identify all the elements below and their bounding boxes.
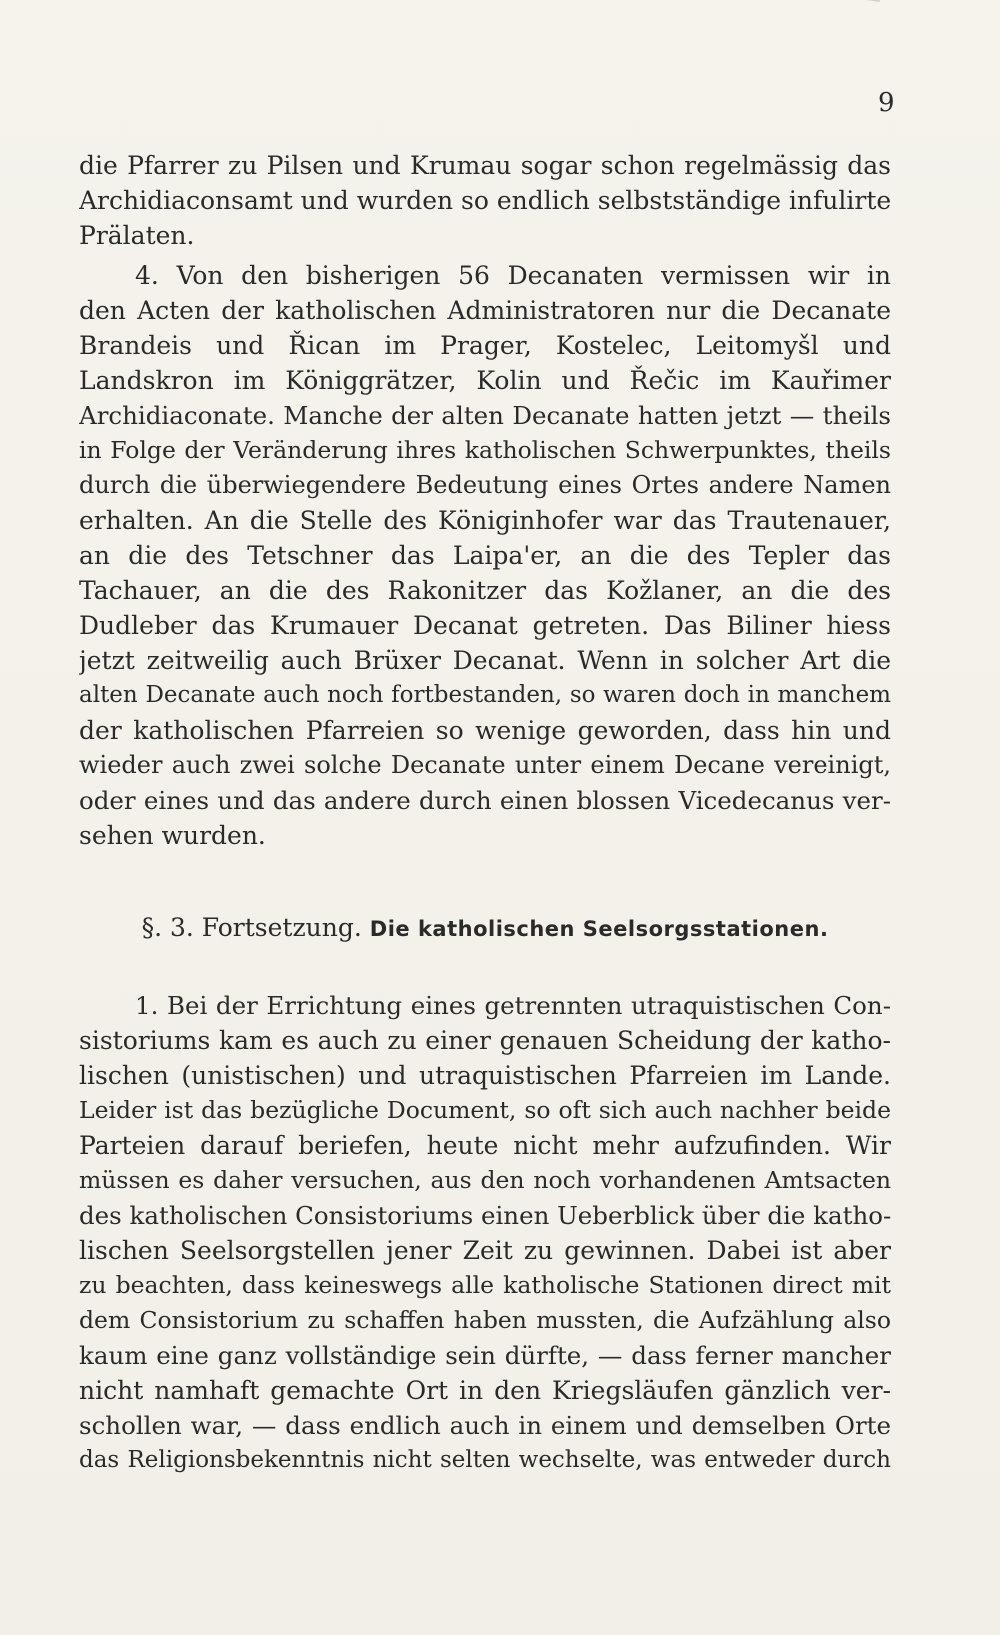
text-line: Tachauer, an die des Rakonitzer das Kožlaner, an die des (79, 576, 891, 605)
text-line: Archidiaconsamt und wurden so endlich selbstständige infulirte (79, 186, 891, 215)
text-line: in Folge der Veränderung ihres katholischen Schwerpunktes, theils (79, 436, 891, 464)
section-heading-line (79, 908, 891, 948)
text-line: jetzt zeitweilig auch Brüxer Decanat. Wenn in solcher Art die (79, 646, 891, 675)
text-line: erhalten. An die Stelle des Königinhofer war das Trautenauer, (79, 506, 891, 535)
text-line: Leider ist das bezügliche Document, so oft sich auch nachher beide (79, 1096, 891, 1124)
text-line: den Acten der katholischen Administratoren nur die Decanate (79, 296, 891, 325)
page-number: 9 (878, 88, 895, 118)
text-line: kaum eine ganz vollständige sein dürfte, — dass ferner mancher (79, 1341, 891, 1370)
text-line: Brandeis und Řican im Prager, Kostelec, Leitomyšl und (79, 331, 891, 360)
text-line: an die des Tetschner das Laipa'er, an die des Tepler das (79, 541, 891, 570)
text-line: Archidiaconate. Manche der alten Decanate hatten jetzt — theils (79, 401, 891, 430)
text-line: das Religionsbekenntnis nicht selten wechselte, was entweder durch (79, 1447, 891, 1473)
text-line: müssen es daher versuchen, aus den noch vorhandenen Amtsacten (79, 1166, 891, 1194)
text-line: Prälaten. (79, 221, 195, 250)
text-line: zu beachten, dass keineswegs alle katholische Stationen direct mit (79, 1271, 891, 1299)
section-number: §. 3. (141, 913, 194, 942)
text-line: des katholischen Consistoriums einen Ueberblick über die katho- (79, 1201, 891, 1230)
text-line: durch die überwiegendere Bedeutung eines Ortes andere Namen (79, 471, 891, 499)
section-heading (79, 908, 891, 948)
text-line: lischen (unistischen) und utraquistischen Pfarreien im Lande. (79, 1061, 891, 1090)
text-line: nicht namhaft gemachte Ort in den Kriegsläufen gänzlich ver- (79, 1376, 891, 1405)
section-title: Die katholischen Seelsorgsstationen. (369, 917, 829, 941)
text-line: 4. Von den bisherigen 56 Decanaten vermissen wir in (135, 261, 891, 290)
paragraph-2 (79, 258, 891, 853)
text-line: Landskron im Königgrätzer, Kolin und Řečic im Kauřimer (79, 366, 891, 395)
text-line: 1. Bei der Errichtung eines getrennten utraquistischen Con- (135, 991, 891, 1020)
text-line: oder eines und das andere durch einen blossen Vicedecanus ver- (79, 786, 891, 815)
text-line: dem Consistorium zu schaffen haben mussten, die Aufzählung also (79, 1306, 891, 1334)
text-line: lischen Seelsorgstellen jener Zeit zu gewinnen. Dabei ist aber (79, 1236, 891, 1265)
text-line: wieder auch zwei solche Decanate unter einem Decane vereinigt, (79, 751, 891, 779)
text-line: die Pfarrer zu Pilsen und Krumau sogar schon regelmässig das (79, 151, 891, 180)
text-line: sehen wurden. (79, 821, 266, 850)
section-label: Fortsetzung. (201, 913, 362, 942)
text-line: Parteien darauf beriefen, heute nicht mehr aufzufinden. Wir (79, 1131, 891, 1160)
paragraph-3 (79, 988, 891, 1478)
text-line: sistoriums kam es auch zu einer genauen Scheidung der katho- (79, 1026, 891, 1055)
paragraph-1 (79, 148, 891, 253)
text-line: schollen war, — dass endlich auch in einem und demselben Orte (79, 1411, 891, 1440)
scan-edge-mark (721, 0, 880, 2)
text-line: der katholischen Pfarreien so wenige geworden, dass hin und (79, 716, 891, 745)
text-line: Dudleber das Krumauer Decanat getreten. Das Biliner hiess (79, 611, 891, 640)
text-line: alten Decanate auch noch fortbestanden, so waren doch in manchem (79, 682, 891, 708)
